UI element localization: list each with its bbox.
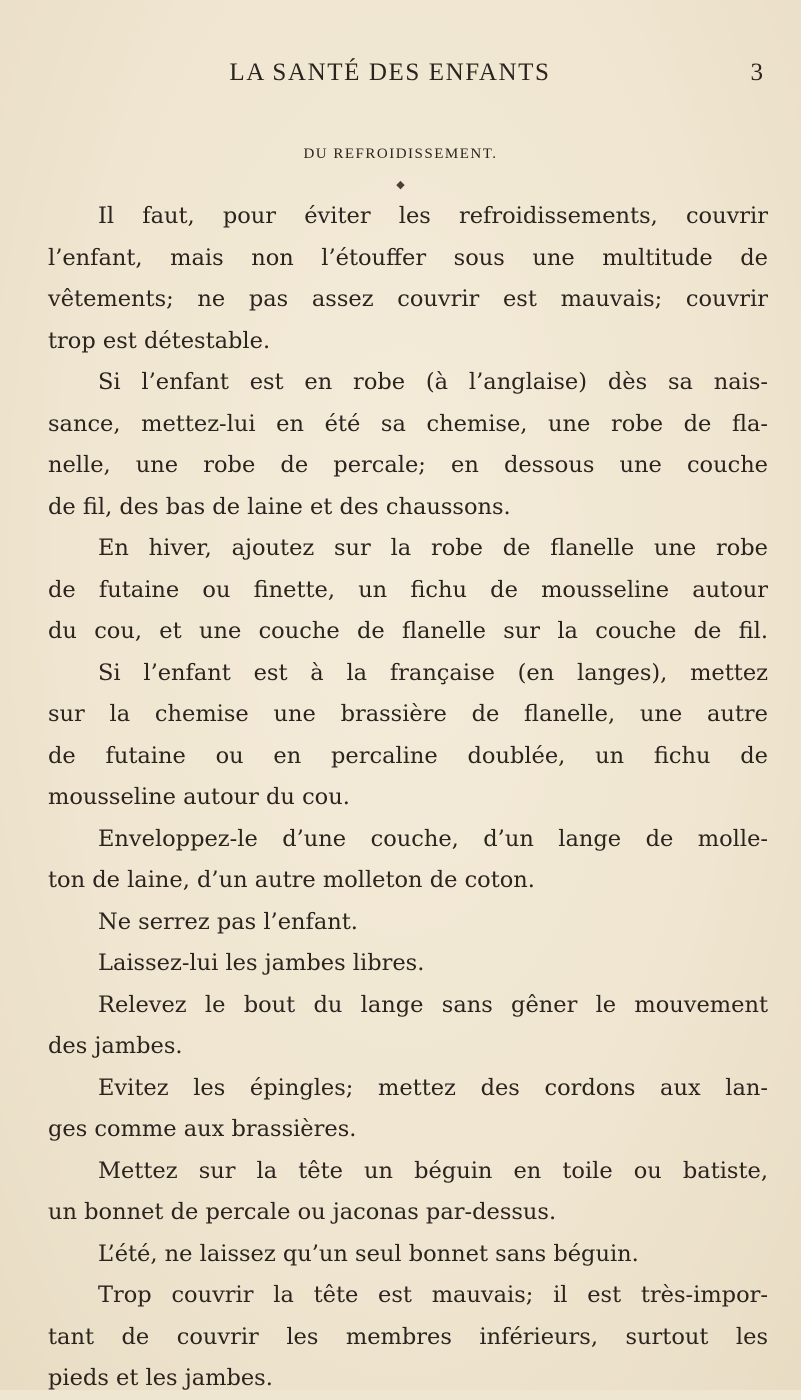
text-line: Evitez les épingles; mettez des cordons aux lan- — [98, 1074, 768, 1101]
text-line: ton de laine, d’un autre molleton de coton. — [48, 867, 535, 893]
text-line: trop est détestable. — [48, 327, 271, 354]
text-line: du cou, et une couche de flanelle sur la couche de fil. — [48, 618, 768, 644]
text-line: de fil, des bas de laine et des chaussons. — [48, 493, 511, 520]
text-line: un bonnet de percale ou jaconas par-dessus. — [48, 1199, 557, 1225]
text-line: des jambes. — [48, 1033, 183, 1059]
section-heading: DU REFROIDISSEMENT. — [303, 146, 498, 162]
text-line: de futaine ou en percaline doublée, un fichu de — [48, 742, 768, 769]
text-line: nelle, une robe de percale; en dessous une couche — [48, 452, 768, 478]
text-line: sur la chemise une brassière de flanelle, une autre — [48, 701, 768, 727]
text-line: Trop couvrir la tête est mauvais; il est très-impor- — [98, 1282, 768, 1308]
text-line: l’enfant, mais non l’étouffer sous une multitude de — [48, 244, 768, 271]
text-line: Mettez sur la tête un béguin en toile ou batiste, — [98, 1157, 768, 1184]
text-line: Si l’enfant est en robe (à l’anglaise) dès sa nais- — [98, 369, 768, 395]
running-title: LA SANTÉ DES ENFANTS — [229, 59, 551, 86]
text-line: Il faut, pour éviter les refroidissements, couvrir — [98, 203, 768, 229]
text-line: sance, mettez-lui en été sa chemise, une robe de fla- — [48, 410, 768, 437]
page-number: 3 — [750, 59, 763, 86]
text-line: de futaine ou finette, un fichu de mousseline autour — [48, 576, 768, 603]
text-line: Ne serrez pas l’enfant. — [98, 908, 358, 935]
text-line: Enveloppez-le d’une couche, d’un lange de molle- — [98, 825, 768, 852]
text-line: mousseline autour du cou. — [48, 784, 350, 810]
text-line: tant de couvrir les membres inférieurs, surtout les — [48, 1323, 768, 1350]
running-head — [0, 58, 801, 88]
text-line: ges comme aux brassières. — [48, 1116, 357, 1142]
text-line: Si l’enfant est à la française (en langes), mettez — [98, 659, 768, 686]
text-line: Laissez-lui les jambes libres. — [98, 950, 425, 976]
text-line: vêtements; ne pas assez couvrir est mauvais; couvrir — [48, 286, 768, 312]
body-text — [48, 196, 768, 1400]
ornament-icon: ◆ — [396, 178, 405, 191]
text-line: pieds et les jambes. — [48, 1365, 273, 1391]
text-line: L’été, ne laissez qu’un seul bonnet sans béguin. — [98, 1240, 639, 1267]
text-line: En hiver, ajoutez sur la robe de flanelle une robe — [98, 535, 768, 561]
text-line: Relevez le bout du lange sans gêner le mouvement — [98, 991, 768, 1018]
